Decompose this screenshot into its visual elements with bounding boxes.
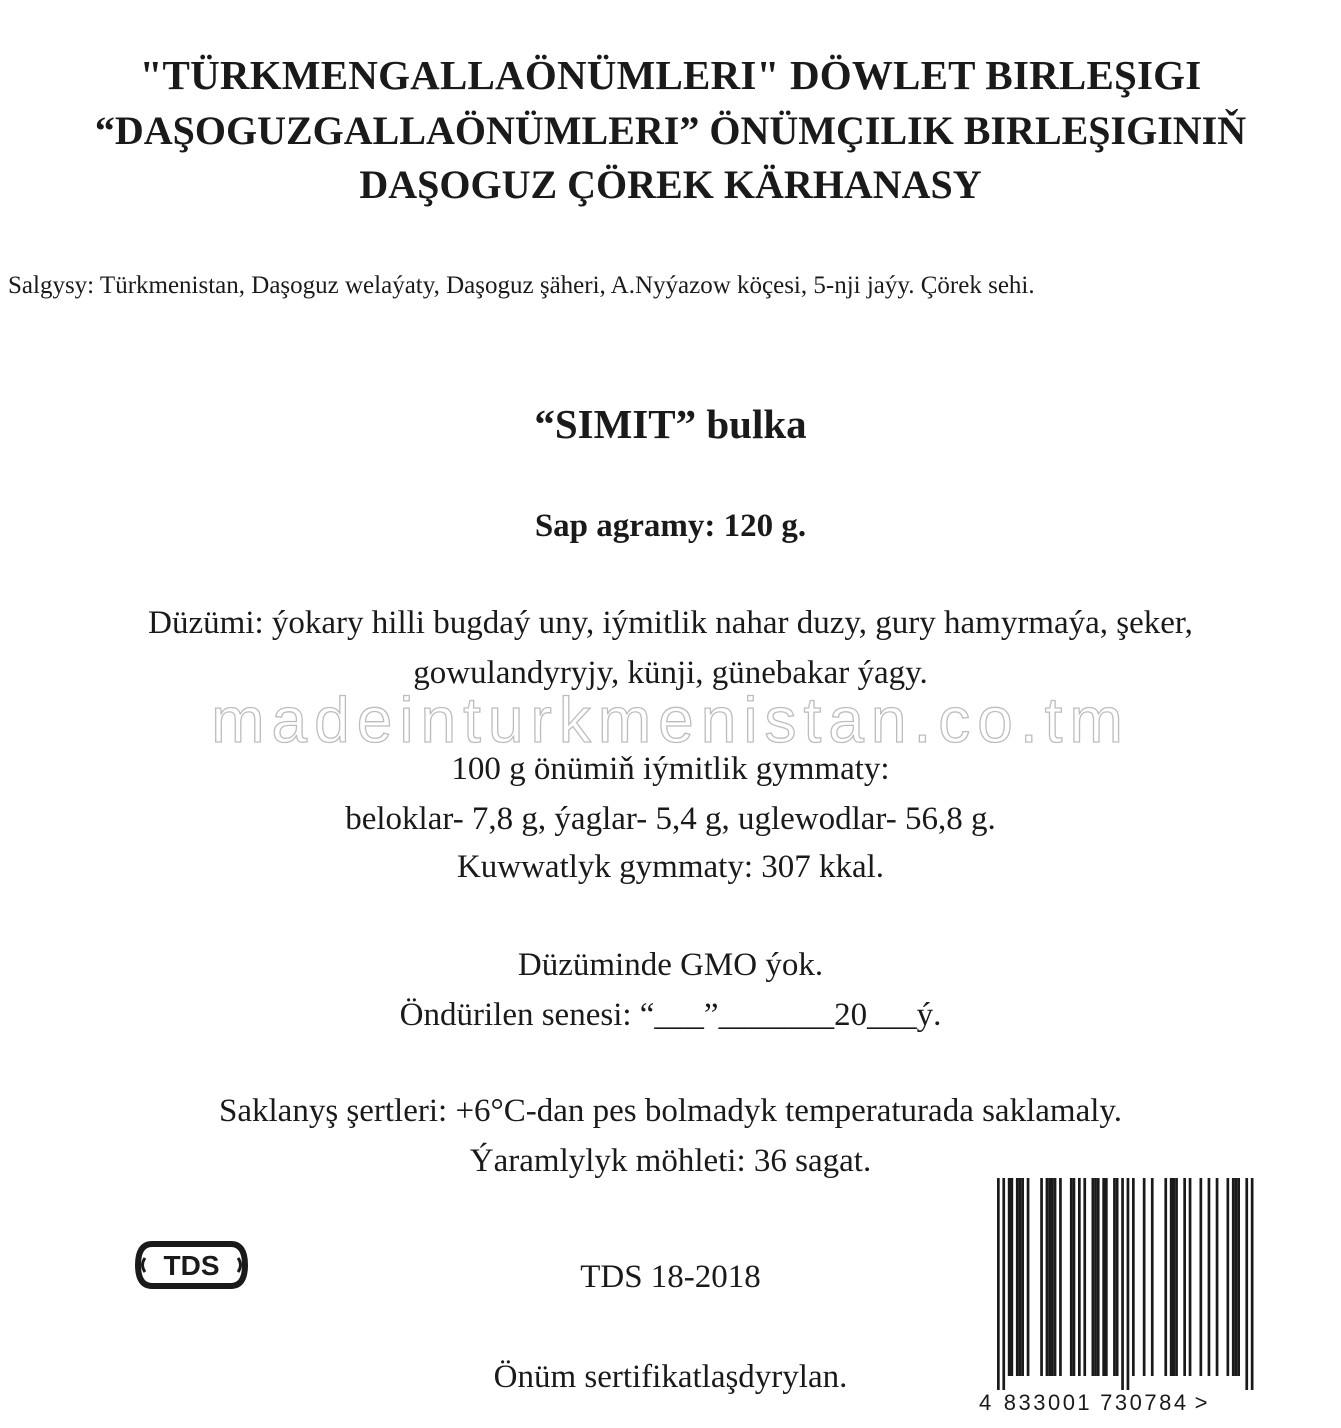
barcode-bar [1143, 1178, 1146, 1376]
barcode-bar [1016, 1178, 1019, 1376]
barcode-bar [1189, 1178, 1192, 1376]
barcode-bar [1170, 1178, 1173, 1376]
gmo-statement: Düzüminde GMO ýok. [517, 947, 824, 983]
composition-line2: gowulandyryjy, künji, günebakar ýagy. [413, 655, 928, 691]
company-header-line2: “DAŞOGUZGALLAÖNÜMLERI” ÖNÜMÇILIK BIRLEŞIGINIŇ [94, 108, 1247, 153]
barcode-bar [1151, 1178, 1154, 1376]
barcode-bar [1011, 1178, 1014, 1376]
composition-line1: Düzümi: ýokary hilli bugdaý uny, iýmitlik nahar duzy, gury hamyrmaýa, şeker, [148, 605, 1193, 641]
barcode-bar [1021, 1178, 1024, 1376]
barcode-bar [1175, 1178, 1178, 1376]
barcode-bar [1116, 1178, 1119, 1376]
barcode-bar [1094, 1178, 1097, 1376]
barcode-bar [1132, 1178, 1135, 1376]
barcode-bar [1051, 1178, 1054, 1376]
barcode-bar [1019, 1178, 1022, 1376]
barcode-bar [1121, 1178, 1124, 1390]
barcode-bar [1227, 1178, 1230, 1376]
barcode-bar [1183, 1178, 1186, 1376]
storage-conditions: Saklanyş şertleri: +6°C-dan pes bolmadyk temperaturada saklamaly. [219, 1093, 1122, 1129]
barcode-bar [1237, 1178, 1240, 1376]
barcode-group2: 730784 [1100, 1390, 1189, 1415]
barcode-bar [1232, 1178, 1235, 1376]
barcode-bar [1235, 1178, 1238, 1376]
barcode-bar [1073, 1178, 1076, 1376]
company-header-line1: "TÜRKMENGALLAÖNÜMLERI" DÖWLET BIRLEŞIGI [139, 52, 1202, 98]
barcode-bar [1105, 1178, 1108, 1376]
standard-code: TDS 18-2018 [580, 1259, 761, 1295]
barcode-bar [1008, 1178, 1011, 1376]
barcode-bar [1200, 1178, 1203, 1376]
production-date: Öndürilen senesi: “___”_______20___ý. [399, 997, 942, 1033]
barcode-bar [1251, 1178, 1254, 1390]
company-header-line3: DAŞOGUZ ÇÖREK KÄRHANASY [359, 162, 982, 207]
barcode-digits [979, 1390, 1210, 1416]
product-name: “SIMIT” bulka [534, 401, 807, 447]
barcode-bar [1245, 1178, 1248, 1390]
shelf-life: Ýaramlylyk möhleti: 36 sagat. [469, 1143, 872, 1179]
watermark-text: madeinturkmenistan.co.tm [211, 684, 1130, 756]
tds-logo-text: TDS [163, 1250, 220, 1281]
barcode-bar [1173, 1178, 1176, 1376]
barcode-bar [1092, 1178, 1095, 1376]
barcode-bar [1102, 1178, 1105, 1376]
net-weight: Sap agramy: 120 g. [534, 508, 807, 544]
barcode-bar [1208, 1178, 1211, 1376]
barcode [975, 1178, 1270, 1418]
barcode-bar [1027, 1178, 1030, 1376]
barcode-bar [1048, 1178, 1051, 1376]
barcode-end-mark: > [1194, 1390, 1210, 1415]
energy-value: Kuwwatlyk gymmaty: 307 kkal. [456, 849, 885, 885]
barcode-bar [1040, 1178, 1043, 1376]
barcode-bar [1059, 1178, 1062, 1376]
barcode-bar [997, 1178, 1000, 1390]
barcode-bar [1164, 1178, 1167, 1376]
seller-address: Salgysy: Türkmenistan, Daşoguz welaýaty, Daşoguz şäheri, A.Nyýazow köçesi, 5-nji jaýy. Çörek sehi. [8, 272, 1035, 299]
barcode-bar [1097, 1178, 1100, 1376]
barcode-bar [1127, 1178, 1130, 1390]
barcode-bars [975, 1178, 1270, 1390]
barcode-bar [1070, 1178, 1073, 1376]
barcode-bar [1002, 1178, 1005, 1390]
nutrition-values: beloklar- 7,8 g, ýaglar- 5,4 g, uglewodlar- 56,8 g. [345, 801, 996, 837]
barcode-bar [1113, 1178, 1116, 1376]
certification-note: Önüm sertifikatlaşdyrylan. [493, 1359, 848, 1395]
barcode-bar [1216, 1178, 1219, 1376]
barcode-group1: 833001 [1003, 1390, 1093, 1415]
barcode-bar [1054, 1178, 1057, 1376]
barcode-bar [1046, 1178, 1049, 1376]
barcode-first-digit: 4 [979, 1390, 994, 1415]
barcode-bar [1083, 1178, 1086, 1376]
barcode-bar [1078, 1178, 1081, 1376]
nutrition-heading: 100 g önümiň iýmitlik gymmaty: [451, 751, 890, 787]
